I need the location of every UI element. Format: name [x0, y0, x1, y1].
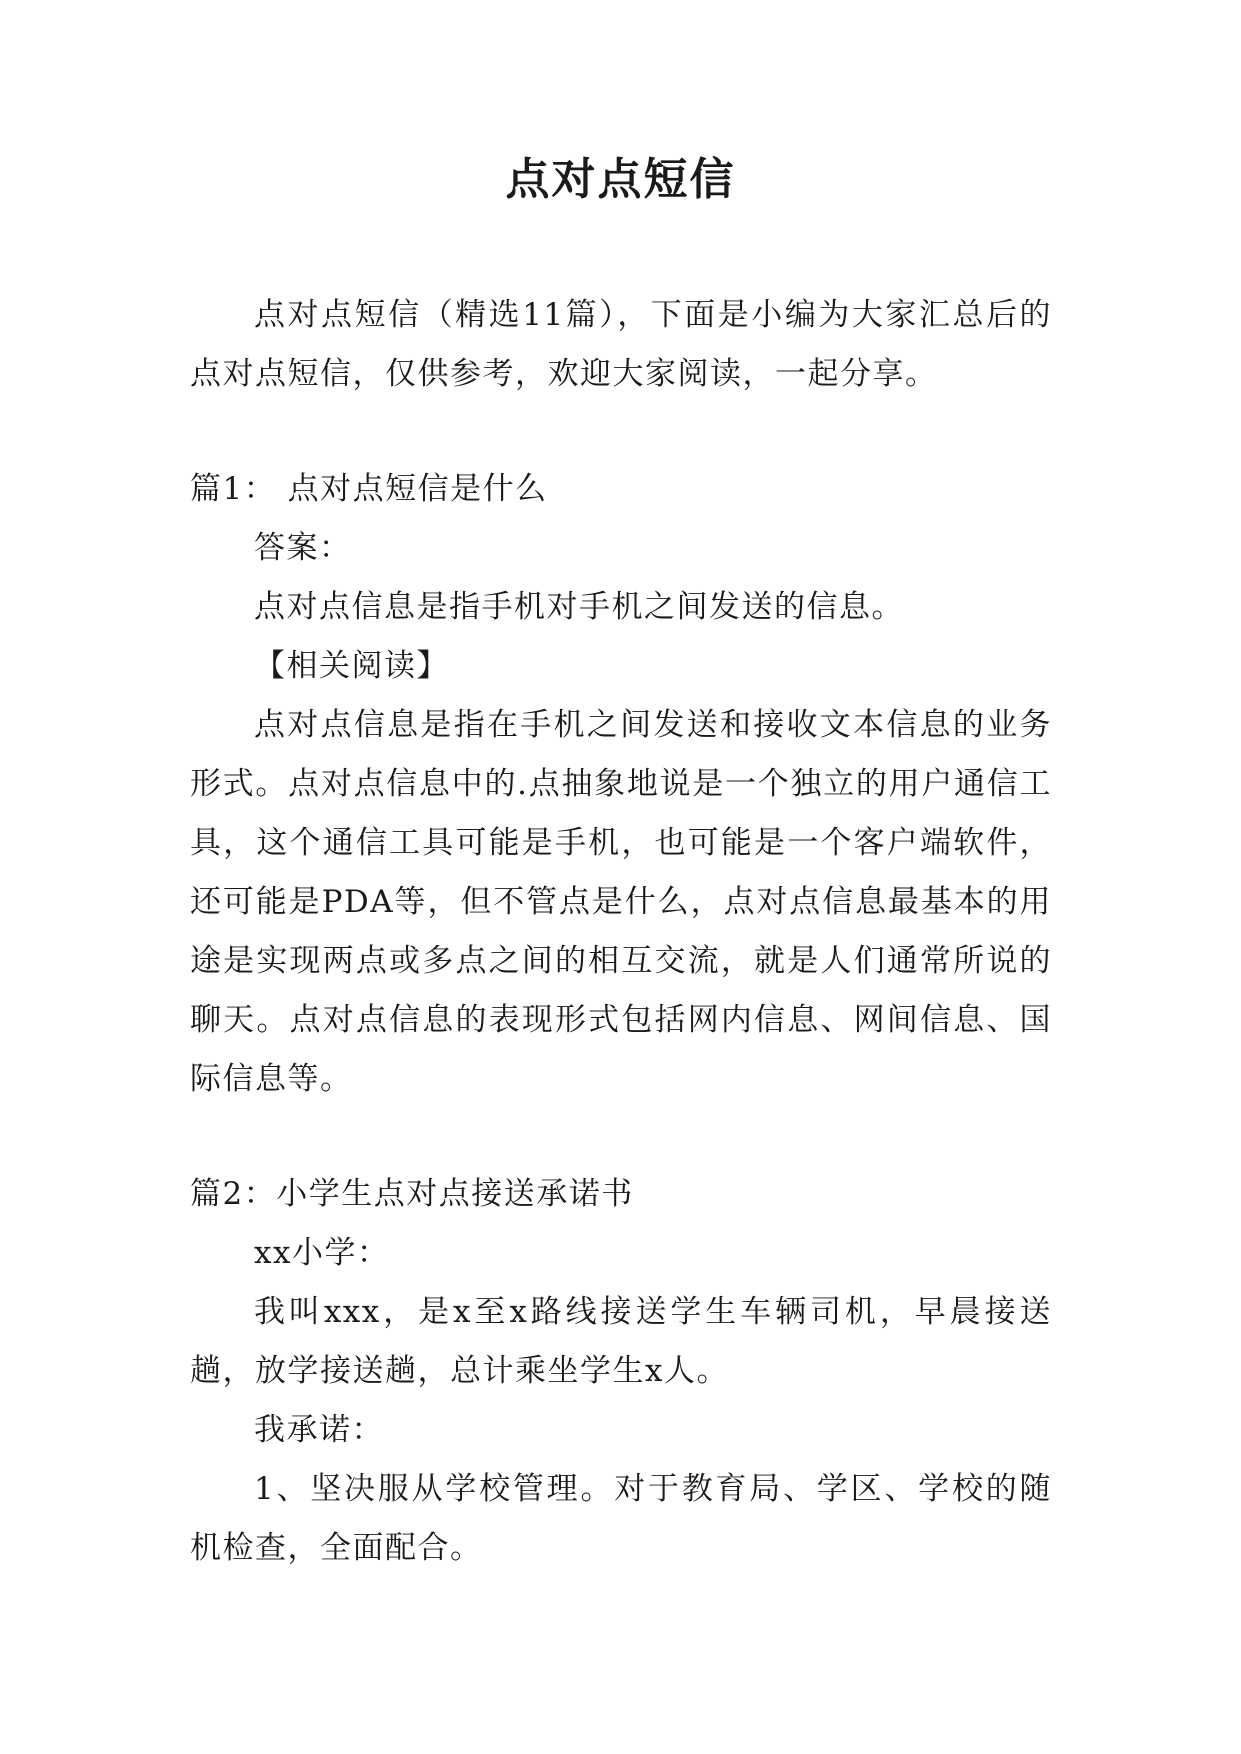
answer-label: 答案： — [254, 530, 352, 566]
spacer — [190, 1109, 1052, 1165]
driver-statement: 我叫xxx，是x至x路线接送学生车辆司机，早晨接送趟，放学接送趟，总计乘坐学生x人。 — [190, 1294, 1052, 1389]
answer-text: 点对点信息是指手机对手机之间发送的信息。 — [254, 589, 904, 625]
section-2-heading: 篇2：小学生点对点接送承诺书 — [190, 1176, 634, 1212]
promise-item-1: 1、坚决服从学校管理。对于教育局、学区、学校的随机检查，全面配合。 — [190, 1471, 1052, 1566]
intro-paragraph: 点对点短信（精选11篇），下面是小编为大家汇总后的点对点短信，仅供参考，欢迎大家阅读，一起分享。 — [190, 297, 1052, 392]
document-body — [190, 286, 1052, 1578]
section-1-heading: 篇1： 点对点短信是什么 — [190, 471, 548, 507]
spacer — [190, 404, 1052, 460]
related-reading-label: 【相关阅读】 — [254, 648, 449, 684]
page-title: 点对点短信 — [505, 154, 736, 205]
addressee: xx小学： — [254, 1235, 390, 1271]
related-reading-text: 点对点信息是指在手机之间发送和接收文本信息的业务形式。点对点信息中的.点抽象地说是一个独立的用户通信工具，这个通信工具可能是手机，也可能是一个客户端软件，还可能是PDA等，但不管点是什么，点对点信息最基本的用途是实现两点或多点之间的相互交流，就是人们通常所说的聊天。点对点信息的表现形式包括网内信息、网间信息、国际信息等。 — [190, 707, 1052, 1097]
promise-label: 我承诺： — [254, 1412, 384, 1448]
